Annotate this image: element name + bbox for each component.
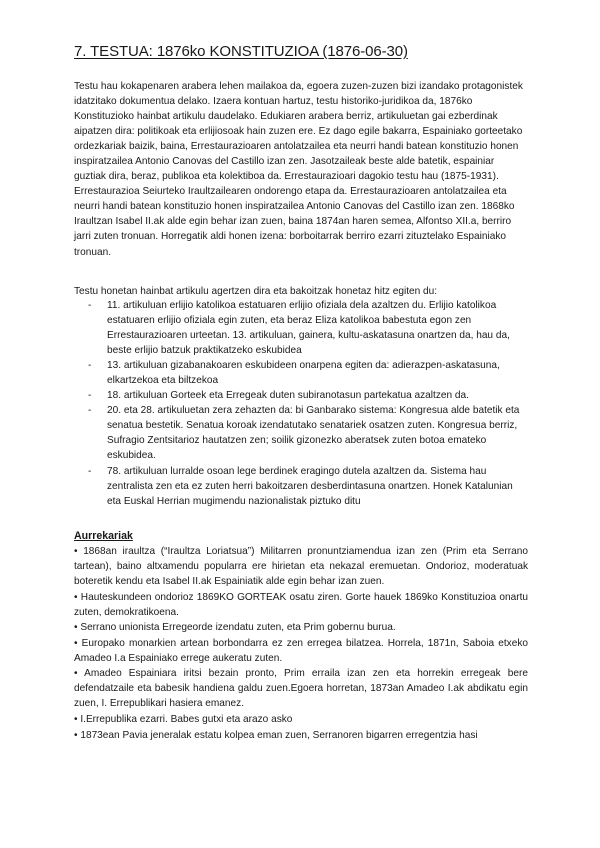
dash-marker: -	[88, 465, 92, 477]
list-item: • Serrano unionista Erregeorde izendatu zuten, eta Prim gobernu burua.	[74, 622, 396, 634]
articles-list	[88, 298, 528, 509]
list-item-text: 11. artikuluan erlijio katolikoa estatuaren erlijio ofiziala dela azaltzen du. Erlijio katolikoa estatuaren erlijio ofiziala egin zuten, eta beraz Eliza katolikoa babestuta egon zen Errestaurazioaren urteetan. 13. artikuluan, gainera, kultu-askatasuna onartzen da, hau da, beste erlijio batzuk praktikatzeko eskubidea	[107, 300, 510, 357]
dash-marker: -	[88, 390, 92, 402]
list-item: • I.Errepublika ezarri. Babes gutxi eta arazo asko	[74, 714, 293, 726]
page-title: 7. TESTUA: 1876ko KONSTITUZIOA (1876-06-30)	[74, 43, 408, 60]
list-item-text: 20. eta 28. artikuluetan zera zehazten da: bi Ganbarako sistema: Kongresua alde batetik eta senatua bestetik. Senatua koroak izendatutako senatariek osatzen zuten. Kongresua berriz, Sufragio Zentsitarioz hautatzen zen; soilik gizonezko aberatsek zuten botoa emateko eskubidea.	[107, 405, 520, 462]
intro-paragraph: Testu hau kokapenaren arabera lehen mailakoa da, egoera zuzen-zuzen bizi izandako protagonistek idatzitako dokumentua delako. Izaera kontuan hartuz, testu historiko-juridikoa da, 1876ko Konstituzioko hainbat artikulu daudelako. Edukiaren arabera berriz, artikuluetan gai ezberdinak aipatzen dira: politikoak eta erlijiosoak hain zuzen ere. Ez dago egile bakarra, Espainiako gorteetako ordezkariak baizik, baina, Errestaurazioaren antolatzailea eta neurri handi batean konstituzio honen inspiratzailea Antonio Canovas del Castillo izan zen. Jasotzaileak beste alde batetik, espainiar guztiak dira, beraz, publikoa eta kolektiboa da. Errestaurazioari dagokio testu hau (1875-1931). Errestaurazioa Seiurteko Iraultzailearen ondorengo etapa da. Errestaurazioaren antolatzailea eta neurri handi batean konstituzio honen inspiratzailea Antonio Canovas del Castillo izan zen. 1868ko Iraultzan Isabel II.ak alde egin behar izan zuen, baina 1874an haren semea, Alfontso XII.a, berriro jarri zuten tronuan. Horregatik aldi honen izena: borboitarrak berriro ezarri zituztelako Espainiako tronuan.	[74, 81, 523, 258]
list-item: • Hauteskundeen ondorioz 1869KO GORTEAK osatu ziren. Gorte hauek 1869ko Konstituzioa onartu zuten, demokratikoena.	[74, 591, 528, 618]
list-item-text: 13. artikuluan gizabanakoaren eskubideen onarpena egiten da: adierazpen-askatasuna, elkartzekoa eta biltzekoa	[107, 360, 500, 387]
articles-intro: Testu honetan hainbat artikulu agertzen dira eta bakoitzak honetaz hitz egiten du:	[74, 286, 438, 297]
list-item	[88, 464, 528, 509]
list-item: • 1868an iraultza (“Iraultza Loriatsua”) Militarren pronuntziamendua izan zen (Prim eta Serrano tartean), baino altxamendu popularra ere hirietan eta nekazal eremuetan. Ondorioz, moderatuak boteretik kendu eta Isabel II.ak Espainiatik alde egin behar izan zuen.	[74, 546, 528, 588]
dash-marker: -	[88, 405, 92, 417]
section-heading: Aurrekariak	[74, 530, 133, 542]
dash-marker: -	[88, 300, 92, 311]
list-item-text: 18. artikuluan Gorteek eta Erregeak duten subiranotasun partekatua azaltzen da.	[107, 390, 469, 402]
list-item-text: 78. artikuluan lurralde osoan lege berdinek eragingo dutela azaltzen da. Sistema hau zentralista zen eta ez zuten herri bakoitzaren desberdintasuna onartzen. Honek Katalunian eta Euskal Herrian mugimendu nazionalistak piztuko ditu	[107, 465, 513, 507]
list-item	[88, 388, 528, 403]
list-item	[88, 358, 528, 388]
list-item: • Europako monarkien artean borbondarra ez zen erregea bilatzea. Horrela, 1871n, Saboia etxeko Amadeo I.a Espainiako errege aukeratu zuten.	[74, 637, 528, 664]
list-item	[88, 403, 528, 463]
background-list	[74, 544, 528, 743]
list-item	[88, 298, 528, 358]
dash-marker: -	[88, 360, 92, 372]
list-item: • Amadeo Espainiara iritsi bezain pronto, Prim erraila izan zen eta horrekin erregeak bere defendatzaile eta babesik handiena galdu zuen.Egoera horretan, 1873an Amadeo I.ak abdikatu egin zuen, I. Errepublikari hasiera emanez.	[74, 668, 528, 710]
list-item: • 1873ean Pavia jeneralak estatu kolpea eman zuen, Serranoren bigarren erregentzia hasi	[74, 729, 478, 741]
